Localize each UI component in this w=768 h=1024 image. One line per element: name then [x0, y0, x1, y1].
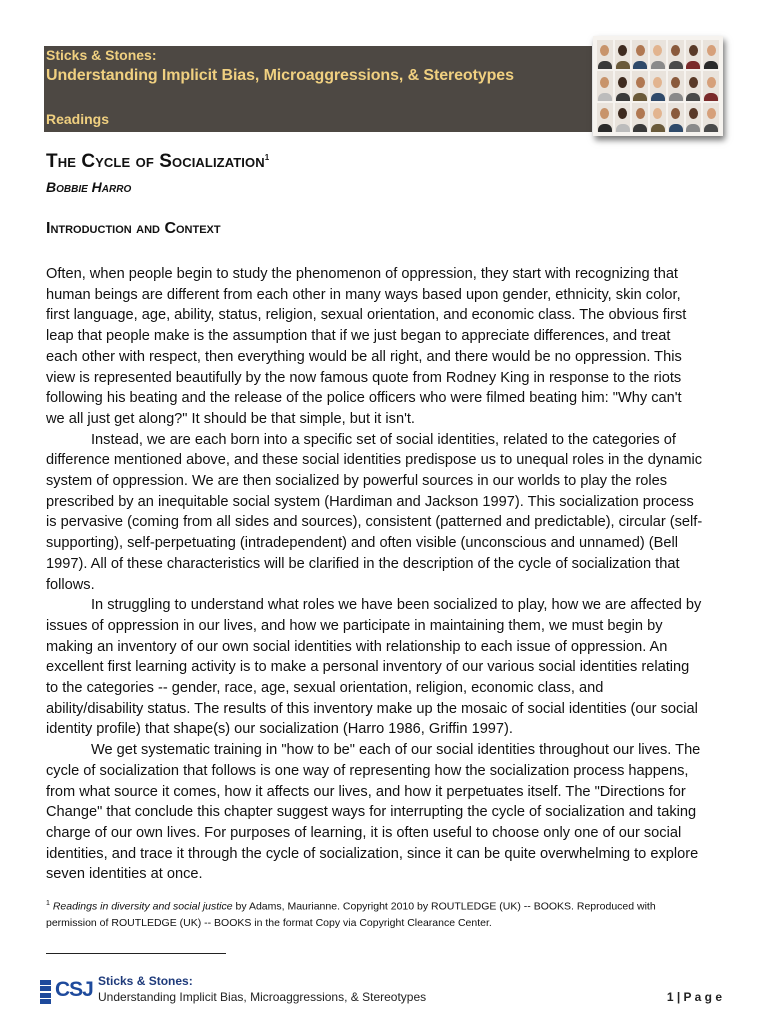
portrait-photo: [668, 71, 684, 100]
header-course-title: Understanding Implicit Bias, Microaggressions, & Stereotypes: [46, 67, 514, 84]
portrait-photo: [597, 71, 613, 100]
header-photo-collage: [593, 36, 723, 136]
logo-blocks-icon: [40, 980, 51, 1007]
csj-logo: [40, 978, 93, 1008]
portrait-photo: [615, 40, 631, 69]
portrait-photo: [597, 40, 613, 69]
portrait-photo: [632, 103, 648, 132]
body-line: is pervasive (coming from all sides and sources), consistent (patterned and predictable), circular (self-: [46, 514, 703, 531]
portrait-photo: [686, 40, 702, 69]
portrait-photo: [650, 103, 666, 132]
body-line: issues of oppression in our lives, and how we participate in maintaining them, we must begin by: [46, 617, 663, 634]
body-line: prescribed by an inequitable social system (Hardiman and Jackson 1997). This socialization process: [46, 493, 694, 510]
footer-course-title: Understanding Implicit Bias, Microaggressions, & Stereotypes: [98, 990, 427, 1004]
portrait-grid: [597, 40, 719, 132]
body-line: seven identities at once.: [46, 866, 203, 883]
body-line: charge of our own lives. For purposes of learning, it is often useful to choose only one of our social: [46, 824, 682, 841]
footer-divider: [46, 953, 226, 954]
body-line: ability/disability status. The results of this inventory make up the mosaic of social identities (our social: [46, 700, 698, 717]
section-heading: Introduction and Context: [46, 220, 221, 237]
header-banner: [44, 46, 592, 132]
portrait-photo: [650, 71, 666, 100]
footnote-marker: 1: [46, 900, 50, 907]
body-line: cycle of socialization that follows is one way of representing how the socialization process happens,: [46, 762, 689, 779]
body-line: Often, when people begin to study the phenomenon of oppression, they start with recognizing that: [46, 266, 678, 282]
footnote-line1: by Adams, Maurianne. Copyright 2010 by ROUTLEDGE (UK) -- BOOKS. Reproduced with: [232, 900, 656, 913]
portrait-photo: [686, 103, 702, 132]
body-line: 1997). All of these characteristics will be clarified in the description of the cycle of socialization that: [46, 555, 680, 572]
body-line: excellent first learning activity is to make a personal inventory of our various social identities relating: [46, 659, 690, 676]
portrait-photo: [650, 40, 666, 69]
body-line: system of oppression. We are then socialized by powerful sources in our worlds to play the roles: [46, 473, 668, 490]
portrait-photo: [597, 103, 613, 132]
portrait-photo: [668, 103, 684, 132]
body-line: leap that people make is the assumption that if we just began to appreciate differences, and treat: [46, 328, 671, 345]
body-line: We get systematic training in "how to be" each of our social identities throughout our lives. The: [91, 742, 701, 759]
footer-series: Sticks & Stones:: [98, 974, 193, 988]
portrait-photo: [668, 40, 684, 69]
body-line: Instead, we are each born into a specific set of social identities, related to the categories of: [91, 431, 676, 448]
body-line: Change" that conclude this chapter suggest ways for interrupting the cycle of socialization and taking: [46, 804, 697, 821]
footnote-source: Readings in diversity and social justice: [52, 900, 233, 913]
header-section: Readings: [46, 111, 110, 127]
article-body: [46, 264, 726, 885]
portrait-photo: [615, 103, 631, 132]
article-title: The Cycle of Socialization$^1$: [46, 151, 270, 172]
page-number: 1 | P a g e: [666, 990, 722, 1004]
body-line: identity profile) that shape(s) our socialization (Harro 1986, Griffin 1997).: [46, 721, 513, 738]
header-series: Sticks & Stones:: [46, 47, 157, 63]
portrait-photo: [632, 71, 648, 100]
portrait-photo: [686, 71, 702, 100]
footnote-line2: permission of ROUTLEDGE (UK) -- BOOKS in the format Copy via Copyright Clearance Center.: [46, 916, 492, 929]
body-line: making an inventory of our own social identities with relationship to each issue of oppression. An: [46, 638, 668, 655]
portrait-photo: [703, 40, 719, 69]
portrait-photo: [703, 103, 719, 132]
article-author: Bobbie Harro: [46, 179, 132, 195]
body-line: human beings are different from each other in many ways based upon gender, ethnicity, skin color,: [46, 286, 681, 303]
portrait-photo: [632, 40, 648, 69]
portrait-photo: [615, 71, 631, 100]
body-line: supporting), self-perpetuating (intradependent) and often visible (unconscious and unnamed) (Bell: [46, 535, 678, 552]
body-line: difference mentioned above, and these social identities predispose us to unequal roles in the dynamic: [46, 452, 703, 469]
body-line: In struggling to understand what roles we have been socialized to play, how we are affected by: [91, 597, 702, 614]
body-line: each other with respect, then everything would be all right, and there would be no oppression. This: [46, 348, 682, 365]
title-footnote-marker: 1: [264, 153, 270, 162]
body-line: follows.: [46, 576, 95, 593]
body-line: view is represented beautifully by the now famous quote from Rodney King in response to the riots: [46, 369, 682, 386]
body-line: from what source it comes, how it affects our lives, and how it perpetuates itself. The "Directions for: [46, 783, 686, 800]
body-line: first language, age, ability, status, religion, sexual orientation, and economic class. The obvious first: [46, 307, 687, 324]
portrait-photo: [703, 71, 719, 100]
body-line: identities, and trace it through the cycle of socialization, since it can be quite overwhelming to explore: [46, 845, 699, 862]
body-line: we all just get along?" It should be that simple, but it isn't.: [46, 410, 415, 427]
logo-text: CSJ: [55, 978, 93, 1001]
footnote: [46, 896, 726, 931]
body-line: to the categories -- gender, race, age, sexual orientation, religion, economic class, and: [46, 680, 604, 697]
body-line: following his beating and the release of the police officers who were filmed beating him: "Why can't: [46, 390, 682, 407]
